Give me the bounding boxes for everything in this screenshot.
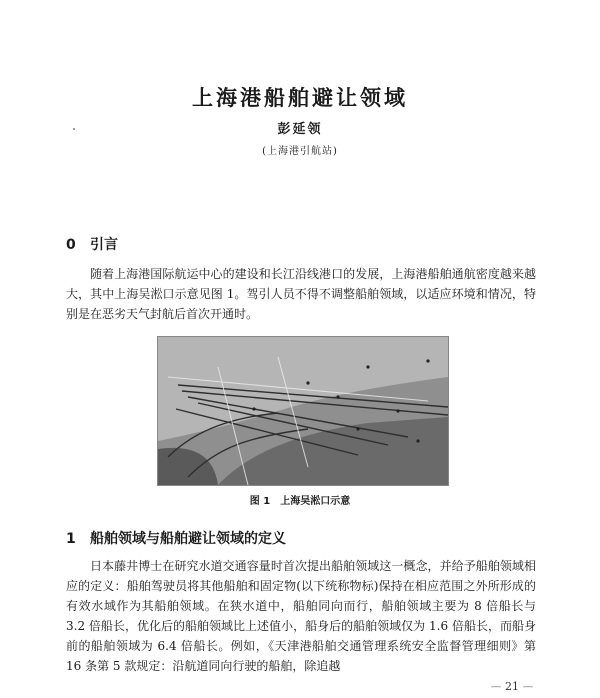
wusongkou-map: [158, 337, 448, 485]
figure-caption-text: 上海吴淞口示意: [280, 496, 351, 507]
section-body-0: [66, 264, 536, 324]
section-body-1: [66, 556, 536, 676]
section-number: 0: [66, 237, 76, 253]
author-name: 彭延领: [277, 122, 323, 137]
paragraph: 日本藤井博士在研究水道交通容量时首次提出船舶领域这一概念，并给予船舶领域相应的定义：船舶驾驶员将其他船舶和固定物(以下统称物标)保持在相应范围之外所形成的有效水域作为其船舶领域。在狭水道中，船舶同向而行，船舶领域主要为 8 倍船长与 3.2 倍船长，优化后的船舶领域比上述值小，船身后的船舶领域仅为 1.6 倍船长，而船身前的船舶领域为 6.4 倍船长。例如，《天津港船舶交通管理系统安全监督管理细则》第 16 条第 5 款规定：沿航道同向行驶的船舶，除追越: [66, 559, 536, 673]
section-number: 1: [66, 531, 76, 547]
page-number: 21: [505, 680, 519, 693]
paragraph: 随着上海港国际航运中心的建设和长江沿线港口的发展，上海港船舶通航密度越来越大，其中上海吴淞口示意见图 1。驾引人员不得不调整船舶领域，以适应环境和情况，特别是在恶劣天气封航后首次开通时。: [66, 267, 536, 321]
author-affiliation: (上海港引航站): [262, 146, 338, 157]
section-title: 引言: [90, 237, 118, 253]
section-title: 船舶领域与船舶避让领域的定义: [90, 531, 286, 547]
paper-title: 上海港船舶避让领域: [192, 86, 408, 110]
figure-map: [157, 336, 449, 486]
footer-dash-left: —: [490, 680, 502, 693]
section-heading-0: [66, 234, 118, 254]
figure-label: 图 1: [249, 496, 271, 507]
page-footer: [472, 680, 552, 693]
footer-dash-right: —: [522, 680, 534, 693]
figure-caption: [0, 492, 600, 507]
section-heading-1: [66, 528, 286, 548]
